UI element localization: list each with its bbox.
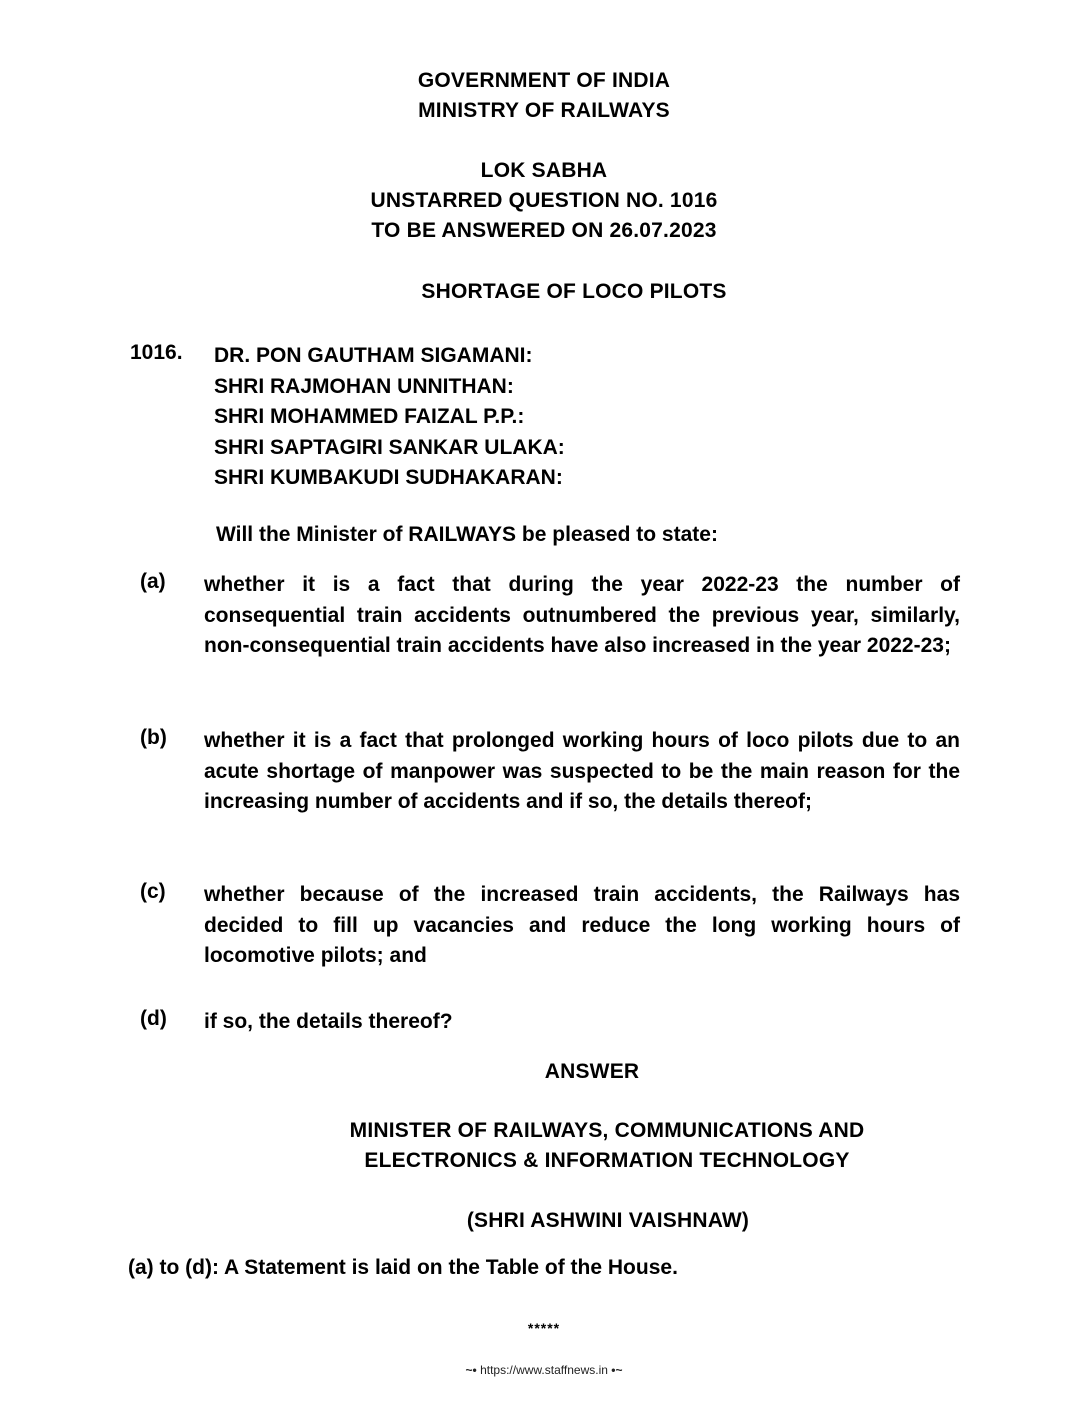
footer-url[interactable]: https://www.staffnews.in (480, 1363, 608, 1377)
question-part-label: (b) (140, 726, 167, 749)
answer-statement: (a) to (d): A Statement is laid on the Table of the House. (128, 1256, 678, 1279)
end-marker: ***** (527, 1320, 561, 1336)
question-part-text: if so, the details thereof? (204, 1010, 453, 1033)
member-name: SHRI RAJMOHAN UNNITHAN: (214, 374, 514, 398)
answer-heading: ANSWER (544, 1060, 640, 1083)
member-name: SHRI MOHAMMED FAIZAL P.P.: (214, 405, 525, 429)
member-name: DR. PON GAUTHAM SIGAMANI: (214, 344, 533, 367)
footer-separator: ~• (465, 1363, 477, 1377)
question-part-text: whether it is a fact that prolonged working hours of loco pilots due to an acute shortage of manpower was suspected to be the main reason for the increasing number of accidents and if so, the details thereof; (204, 729, 960, 814)
minister-name: (SHRI ASHWINI VAISHNAW) (466, 1209, 750, 1232)
question-part-text: whether because of the increased train accidents, the Railways has decided to fill up vacancies and reduce the long working hours of locomotive pilots; and (204, 883, 960, 968)
question-intro: Will the Minister of RAILWAYS be pleased to state: (216, 523, 718, 546)
header-government: GOVERNMENT OF INDIA (417, 69, 671, 92)
footer (0, 1363, 1088, 1377)
question-part-text: whether it is a fact that during the year 2022-23 the number of consequential train accidents outnumbered the previous year, similarly, non-consequential train accidents have also increased in the year 2022-23; (204, 573, 960, 658)
footer-separator: •~ (611, 1363, 623, 1377)
minister-title-line2: ELECTRONICS & INFORMATION TECHNOLOGY (364, 1149, 850, 1172)
question-part-label: (a) (140, 570, 166, 593)
question-part-label: (d) (140, 1007, 167, 1030)
header-answer-date: TO BE ANSWERED ON 26.07.2023 (371, 219, 717, 242)
question-number: 1016. (130, 341, 183, 364)
question-subject: SHORTAGE OF LOCO PILOTS (421, 280, 727, 303)
question-part-label: (c) (140, 880, 166, 903)
header-house: LOK SABHA (480, 159, 608, 182)
header-question-number: UNSTARRED QUESTION NO. 1016 (370, 189, 718, 212)
minister-title-line1: MINISTER OF RAILWAYS, COMMUNICATIONS AND (349, 1119, 865, 1142)
header-ministry: MINISTRY OF RAILWAYS (418, 99, 670, 122)
member-name: SHRI KUMBAKUDI SUDHAKARAN: (214, 466, 563, 490)
member-name: SHRI SAPTAGIRI SANKAR ULAKA: (214, 435, 565, 459)
member-list (214, 341, 565, 494)
